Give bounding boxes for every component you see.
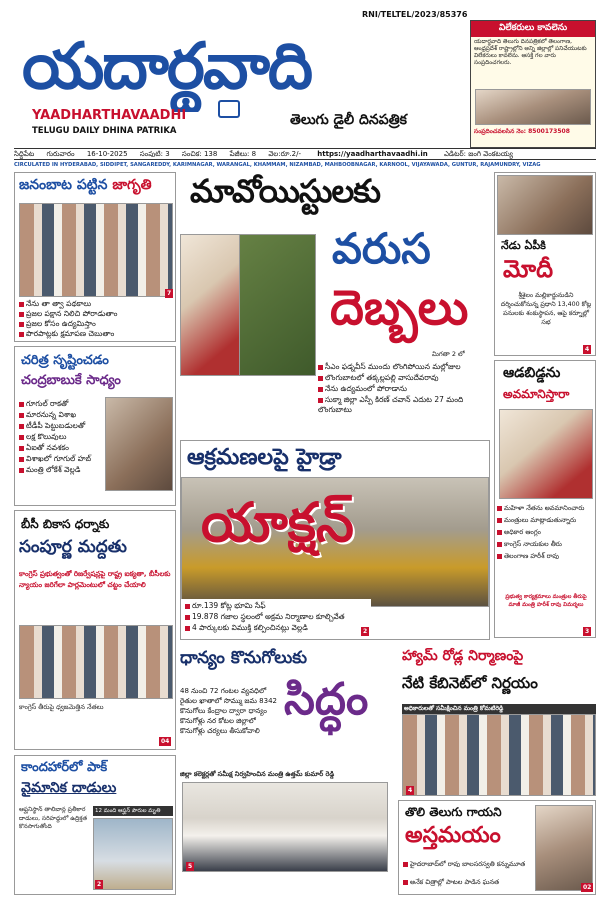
- story-singer: [398, 800, 596, 895]
- story-kandahar-photo: [93, 818, 173, 890]
- story-tag: 7: [167, 290, 172, 297]
- story-aadabiddanu: [494, 360, 596, 638]
- bullet: తెలంగాణ హరీశ్ రావు: [497, 551, 595, 561]
- bullet: మంత్రులు మాట్లాడుతున్నారు: [497, 515, 595, 525]
- bullet: మారనున్న విశాఖ: [19, 410, 76, 420]
- story-kandahar: [14, 755, 176, 895]
- story-kandahar-text: ఆఫ్ఘనిస్థాన్ తాలిబాన్ల ప్రతీకార దాడులు, సరిహద్దులో ఉద్రిక్తత కొనసాగుతోంది: [19, 806, 88, 830]
- story-bc-photo: [19, 625, 173, 699]
- story-chandrababu: [14, 346, 176, 506]
- masthead: [0, 0, 600, 150]
- grain-text: 48 నుంచి 72 గంటల వ్యవధిలో రైతుల ఖాతాలో సొమ్ము జమ 8342 కొనుగోలు కేంద్రాల ద్వారా ధాన్యం కొనుగోళ్లు నర కోటల జిల్లాలో కొనుగోళ్లు చర్యలు తీసుకోవాలి: [180, 687, 277, 735]
- story-tag: 5: [188, 863, 193, 870]
- info-day: గురువారం: [46, 150, 75, 158]
- bullet: టీడీపీ పెట్టుబడులతో: [19, 421, 85, 431]
- grain-caption: జిల్లా కలెక్టర్లతో సమీక్ష నిర్వహించిన మంత్రి ఉత్తమ్ కుమార్ రెడ్డి: [180, 770, 335, 778]
- circulation-line: CIRCULATED IN HYDERABAD, SIDDIPET, SANGAREDDY, KARIMNAGAR, WARANGAL, KHAMMAM, NIZAMBAD, MAHBOOBNAGAR, KARNOOL, VIJAYAWADA, GUNTUR, RAJAMUNDRY, VIZAG: [14, 162, 541, 168]
- story-chandrababu-headline-a: చరిత్ర సృష్టించడం: [21, 353, 109, 368]
- story-tag: 4: [585, 346, 590, 353]
- info-price: వెల:రూ.2/-: [268, 150, 302, 158]
- ham-headline-a: హ్యామ్ రోడ్ల నిర్మాణంపై: [402, 648, 524, 664]
- info-pages: పేజీలు: 8: [229, 150, 257, 158]
- grain-headline-a: ధాన్యం కొనుగోలుకు: [180, 648, 307, 668]
- aada-headline-b: అవమానిస్తారా: [503, 387, 570, 401]
- modi-photo: [497, 175, 593, 235]
- story-ham-roads: [398, 644, 596, 796]
- bullet: అనేక చిత్రాల్లో పాటల పాడిన ఘనత: [403, 877, 533, 887]
- story-kandahar-headline-b: వైమానిక దాడులు: [21, 780, 117, 796]
- singer-headline-a: తొలి తెలుగు గాయని: [405, 805, 502, 819]
- bullet: అధికార ఆంగ్లం: [497, 527, 595, 537]
- bullet: ప్రజల పక్షాన నిలిచి పోరాడుతాం: [19, 309, 117, 319]
- singer-headline-b: అస్తమయం: [405, 823, 501, 848]
- bullet: 4 పార్కులకు విముక్తి కల్పించినట్లు వెల్లడి: [185, 623, 308, 633]
- story-kandahar-label: 12 మంది ఆఫ్ఘన్ పౌరుల మృతి: [93, 806, 173, 816]
- bullet: ప్రజల కోసం ఉద్యమిస్తాం: [19, 319, 96, 329]
- aada-photo: [499, 409, 593, 499]
- bullet: సుక్మా జిల్లా ఎస్పీ కిరణ్ చవాన్ ఎదుట 27 మంది లొంగుబాటు: [318, 395, 490, 415]
- lead-jump: మిగతా 2 లో: [432, 350, 465, 358]
- masthead-english-sub: TELUGU DAILY DHINA PATRIKA: [32, 126, 177, 136]
- bullet: నేను తా త్వా పథకాలు: [19, 299, 91, 309]
- story-chandrababu-photo: [105, 397, 173, 491]
- hydra-headline-a: ఆక్రమణలపై హైడ్రా: [187, 445, 342, 470]
- info-issue: సంచిక: 138: [181, 150, 218, 158]
- bullet: పొరపాట్లకు క్షమాపణ చెబుతాం: [19, 329, 114, 339]
- modi-big: మోదీ: [503, 255, 554, 283]
- bullet: 19.878 గజాల స్థలంలో అక్రమ నిర్మాణాల కూల్చివేత: [185, 612, 345, 622]
- bullet: లక్ష కొలువులు: [19, 432, 66, 442]
- aada-headline-a: ఆడబిడ్డను: [503, 365, 561, 381]
- ad-photo: [475, 89, 591, 125]
- bullet: విశాఖలో గూగుల్ హబ్: [19, 454, 91, 464]
- bullet: మంత్రి లోకేశ్ వెల్లడి: [19, 465, 80, 475]
- lead-story: [180, 172, 490, 440]
- ad-contact: సంప్రదించవలసిన నెం: 8500173508: [474, 128, 570, 135]
- story-bc-caption: కాంగ్రెస్ తీరుపై ధ్వజమెత్తిన నేతలు: [19, 703, 104, 711]
- rni-number: RNI/TELTEL/2023/85376: [362, 10, 468, 19]
- singer-photo: [535, 805, 593, 891]
- lead-headline-a: వరుస: [332, 224, 431, 273]
- cmyk-strip: [20, 904, 600, 912]
- bullet: హైదరాబాద్‌లో రావు బాలసరస్వతి కన్నుమూత: [403, 859, 533, 869]
- story-bc-headline-a: బీసీ బికాస ధర్నాకు: [21, 517, 110, 531]
- lead-headline-b: దెబ్బలు: [330, 280, 469, 336]
- story-jagruthi: [14, 172, 176, 342]
- story-tag: 02: [583, 884, 592, 891]
- hydra-headline-b: యాక్షన్: [201, 491, 354, 554]
- bullet: నేను ఉద్యమంలో పోరాడాను: [318, 384, 490, 394]
- grain-headline-b: సిద్ధం: [284, 674, 369, 725]
- bullet: ఏఐతో నవశకం: [19, 443, 69, 453]
- info-bar: [14, 148, 596, 160]
- story-jagruthi-photo: [19, 203, 173, 297]
- website-link[interactable]: https://yaadharthavaadhi.in: [317, 150, 428, 158]
- grain-photo: [182, 782, 388, 872]
- story-tag: 04: [161, 738, 170, 745]
- reporters-wanted-ad: [470, 20, 596, 148]
- info-date: 16-10-2025: [86, 150, 128, 158]
- ham-photo: [402, 714, 596, 796]
- lead-photo-2: [180, 234, 240, 376]
- masthead-english-name: YAADHARTHAVAADHI: [32, 108, 187, 123]
- headline-part-a: జనంబాట పట్టిన: [19, 177, 108, 193]
- bullet: మహిళా నేతను అవమానించారు: [497, 503, 595, 513]
- masthead-emblem-icon: [218, 100, 240, 118]
- story-kandahar-headline-a: కాందహార్‌లో పాక్: [21, 760, 108, 775]
- ham-caption: అధికారులతో సమీక్షించిన మంత్రి కోమటిరెడ్డి: [402, 704, 596, 714]
- story-tag: 3: [585, 628, 590, 635]
- info-editor: ఎడిటర్: జంగి వెంకటయ్య: [443, 150, 513, 158]
- bullet: కాంగ్రెస్ నాయకుల తీరు: [497, 539, 595, 549]
- story-hydra: [180, 440, 490, 640]
- masthead-logo: యదార్థవాది: [22, 30, 312, 104]
- masthead-telugu-tagline: తెలుగు డైలీ దినపత్రిక: [290, 112, 407, 128]
- bullet: గూగుల్ రాకతో: [19, 399, 68, 409]
- modi-text: శ్రీశైలం మల్లికార్జునుడిని దర్శించుకోనున్న ప్రధాని 13,400 కోట్ల పనులకు శంకుస్థాపన, ఆపై కర్నూల్లో సభ: [500, 292, 592, 326]
- story-grain: [180, 644, 394, 894]
- story-bc-text: కాంగ్రెస్ ప్రభుత్వంతో రిజర్వేషన్లపై రాష్ట్ర ఐక్యతా, బీసీలకు న్యాయం జరిగేలా పార్లమెంటులో చట్టం చేయాలి: [19, 570, 171, 589]
- story-tag: 2: [97, 881, 102, 888]
- bullet: సీఎం ఫడ్నవీస్ ముందు లొంగిపోయిన మల్లోజుల: [318, 362, 490, 372]
- story-jagruthi-headline: [19, 177, 152, 196]
- story-tag: 2: [363, 628, 368, 635]
- headline-part-b: జాగృతి: [112, 177, 152, 193]
- story-bc-dharna: [14, 510, 176, 750]
- story-modi: [494, 172, 596, 356]
- lead-kicker: మావోయిస్టులకు: [190, 172, 380, 210]
- bullet: రూ.139 కోట్ల భూమి సేఫ్: [185, 601, 266, 611]
- story-chandrababu-headline-b: చంద్రబాబుకే సాధ్యం: [21, 373, 121, 388]
- bullet: లొంగుబాటలో తక్కల్లపల్లి వాసుదేవరావు: [318, 373, 490, 383]
- ad-title: విలేకరులు కావలెను: [471, 21, 595, 37]
- modi-small: నేడు ఏపీకి: [501, 239, 546, 252]
- ham-headline-b: నేటి కేబినెట్‌లో నిర్ణయం: [402, 674, 538, 692]
- info-place: సిద్దిపేట: [14, 150, 35, 158]
- aada-caption: ప్రభుత్వ కార్యక్రమాలు మంత్రుల తీరుపై మాజీ మంత్రి హరీశ్ రావు విమర్శలు: [505, 594, 587, 608]
- story-bc-headline-b: సంపూర్ణ మద్దతు: [19, 537, 127, 557]
- info-volume: సంపుటి: 3: [139, 150, 170, 158]
- story-tag: 4: [408, 787, 413, 794]
- ad-body: యదార్థవాది తెలుగు దినపత్రికలో తెలంగాణ, ఆంధ్రప్రదేశ్ రాష్ట్రాల్లోని అన్ని జిల్లాల్లో పనిచేయుటకు విలేకరులు కావలెను. ఆసక్తి గల వారు సంప్రదించగలరు.: [474, 39, 587, 66]
